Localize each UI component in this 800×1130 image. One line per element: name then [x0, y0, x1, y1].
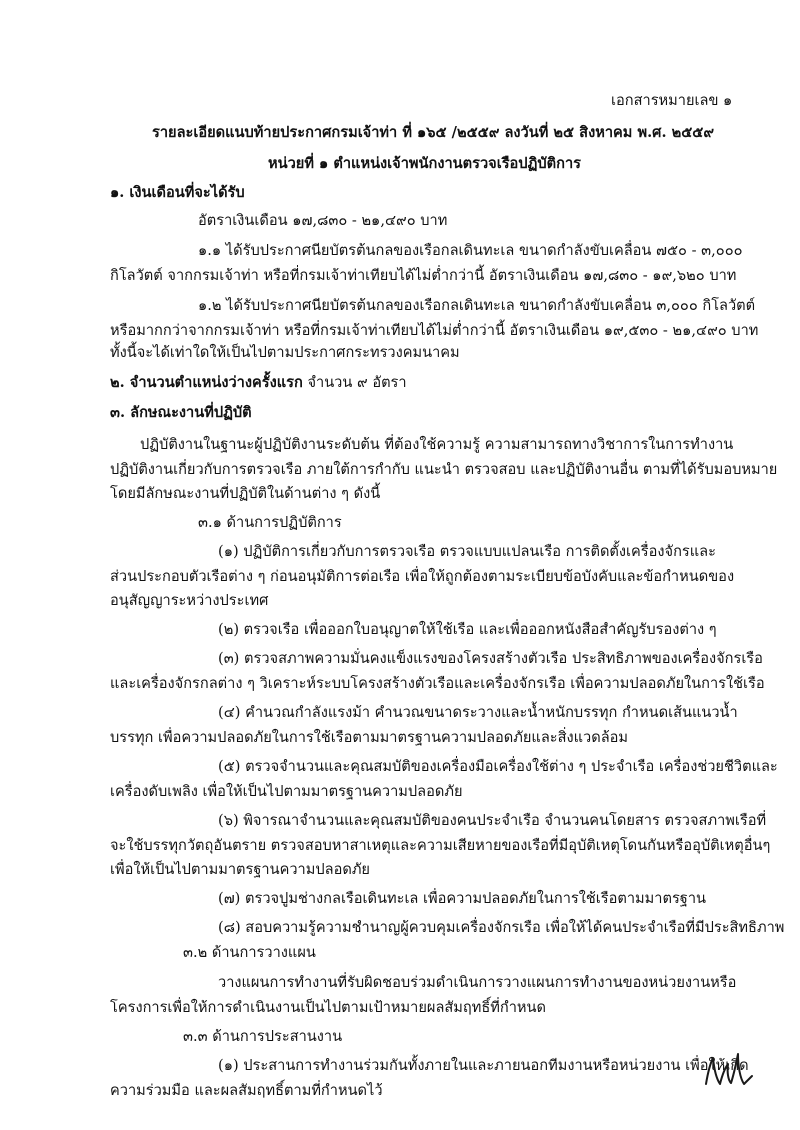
- duty-1-line-3: อนุสัญญาระหว่างประเทศ: [110, 592, 269, 609]
- subsection-3-3-heading: ๓.๓ ด้านการประสานงาน: [183, 1028, 343, 1045]
- subsection-3-2-heading: ๓.๒ ด้านการวางแผน: [183, 944, 316, 961]
- duty-1-line-2: ส่วนประกอบตัวเรือต่าง ๆ ก่อนอนุมัติการต่อเรือ เพื่อให้ถูกต้องตามระเบียบข้อบังคับและข้อกำหนดของ: [110, 568, 735, 585]
- section-1-heading: ๑. เงินเดือนที่จะได้รับ: [110, 184, 245, 201]
- clause-1-1-line-1: ๑.๑ ได้รับประกาศนียบัตรต้นกลของเรือกลเดินทะเล ขนาดกำลังขับเคลื่อน ๗๕๐ - ๓,๐๐๐: [198, 242, 743, 259]
- duty-2-line-1: (๒) ตรวจเรือ เพื่อออกใบอนุญาตให้ใช้เรือ และเพื่อออกหนังสือสำคัญรับรองต่าง ๆ: [218, 621, 717, 638]
- unit-heading: หน่วยที่ ๑ ตำแหน่งเจ้าพนักงานตรวจเรือปฏิบัติการ: [268, 155, 581, 172]
- clause-1-2-line-3: ทั้งนี้จะได้เท่าใดให้เป็นไปตามประกาศกระทรวงคมนาคม: [110, 344, 460, 361]
- clause-1-1-line-2: กิโลวัตต์ จากกรมเจ้าท่า หรือที่กรมเจ้าท่าเทียบได้ไม่ต่ำกว่านี้ อัตราเงินเดือน ๑๗,๘๓๐ - ๑๙,๖๒๐ บาท: [110, 267, 737, 284]
- planning-line-1: วางแผนการทำงานที่รับผิดชอบร่วมดำเนินการวางแผนการทำงานของหน่วยงานหรือ: [218, 974, 737, 991]
- section-2: [110, 374, 407, 392]
- subsection-3-1-heading: ๓.๑ ด้านการปฏิบัติการ: [198, 514, 342, 531]
- duty-5-line-1: (๕) ตรวจจำนวนและคุณสมบัติของเครื่องมือเครื่องใช้ต่าง ๆ ประจำเรือ เครื่องช่วยชีวิตและ: [218, 758, 778, 775]
- clause-1-2-line-1: ๑.๒ ได้รับประกาศนียบัตรต้นกลของเรือกลเดินทะเล ขนาดกำลังขับเคลื่อน ๓,๐๐๐ กิโลวัตต์: [198, 297, 756, 314]
- vacancy-count: จำนวน ๙ อัตรา: [307, 374, 407, 391]
- duty-6-line-3: เพื่อให้เป็นไปตามมาตรฐานความปลอดภัย: [110, 861, 370, 878]
- planning-line-2: โครงการเพื่อให้การดำเนินงานเป็นไปตามเป้าหมายผลสัมฤทธิ์ที่กำหนด: [110, 999, 546, 1016]
- duty-6-line-1: (๖) พิจารณาจำนวนและคุณสมบัติของคนประจำเรือ จำนวนคนโดยสาร ตรวจสภาพเรือที่: [218, 812, 767, 829]
- section-3-intro-line-2: ปฏิบัติงานเกี่ยวกับการตรวจเรือ ภายใต้การกำกับ แนะนำ ตรวจสอบ และปฏิบัติงานอื่น ตามที่ได้รับมอบหมาย: [110, 461, 778, 478]
- coordination-1-line-1: (๑) ประสานการทำงานร่วมกันทั้งภายในและภายนอกทีมงานหรือหน่วยงาน เพื่อให้เกิด: [218, 1057, 749, 1074]
- section-3-intro-line-1: ปฏิบัติงานในฐานะผู้ปฏิบัติงานระดับต้น ที่ต้องใช้ความรู้ ความสามารถทางวิชาการในการทำงาน: [140, 436, 734, 453]
- duty-4-line-1: (๔) คำนวณกำลังแรงม้า คำนวณขนาดระวางและน้ำหนักบรรทุก กำหนดเส้นแนวน้ำ: [218, 704, 738, 721]
- duty-5-line-2: เครื่องดับเพลิง เพื่อให้เป็นไปตามมาตรฐานความปลอดภัย: [110, 783, 463, 800]
- coordination-1-line-2: ความร่วมมือ และผลสัมฤทธิ์ตามที่กำหนดไว้: [110, 1082, 383, 1099]
- section-3-heading: ๓. ลักษณะงานที่ปฏิบัติ: [110, 404, 252, 421]
- duty-3-line-2: และเครื่องจักรกลต่าง ๆ วิเคราะห์ระบบโครงสร้างตัวเรือและเครื่องจักรเรือ เพื่อความปลอดภัยในการใช้เรือ: [110, 675, 765, 692]
- handwritten-initials-signature: [700, 1048, 754, 1092]
- duty-8-line-1: (๘) สอบความรู้ความชำนาญผู้ควบคุมเครื่องจักรเรือ เพื่อให้ได้คนประจำเรือที่มีประสิทธิภาพ: [218, 919, 785, 936]
- duty-1-line-1: (๑) ปฏิบัติการเกี่ยวกับการตรวจเรือ ตรวจแบบแปลนเรือ การติดตั้งเครื่องจักรและ: [218, 543, 716, 560]
- duty-6-line-2: จะใช้บรรทุกวัตถุอันตราย ตรวจสอบหาสาเหตุและความเสียหายของเรือที่มีอุบัติเหตุโดนกันหรืออุบัติเหตุอื่นๆ: [110, 837, 771, 854]
- duty-4-line-2: บรรทุก เพื่อความปลอดภัยในการใช้เรือตามมาตรฐานความปลอดภัยและสิ่งแวดล้อม: [110, 729, 629, 746]
- salary-range: อัตราเงินเดือน ๑๗,๘๓๐ - ๒๑,๔๙๐ บาท: [198, 212, 448, 229]
- section-2-heading: ๒. จำนวนตำแหน่งว่างครั้งแรก: [110, 374, 303, 391]
- clause-1-2-line-2: หรือมากกว่าจากกรมเจ้าท่า หรือที่กรมเจ้าท่าเทียบได้ไม่ต่ำกว่านี้ อัตราเงินเดือน ๑๙,๕๓๐ - ๒๑,๔๙๐ บาท: [110, 322, 759, 339]
- section-3-intro-line-3: โดยมีลักษณะงานที่ปฏิบัติในด้านต่าง ๆ ดังนี้: [110, 485, 381, 502]
- duty-7-line-1: (๗) ตรวจปูมช่างกลเรือเดินทะเล เพื่อความปลอดภัยในการใช้เรือตามมาตรฐาน: [218, 890, 707, 907]
- duty-3-line-1: (๓) ตรวจสภาพความมั่นคงแข็งแรงของโครงสร้างตัวเรือ ประสิทธิภาพของเครื่องจักรเรือ: [218, 650, 763, 667]
- document-number: เอกสารหมายเลข ๑: [611, 92, 733, 109]
- document-title: รายละเอียดแนบท้ายประกาศกรมเจ้าท่า ที่ ๑๖๕ /๒๕๕๙ ลงวันที่ ๒๕ สิงหาคม พ.ศ. ๒๕๕๙: [152, 124, 715, 141]
